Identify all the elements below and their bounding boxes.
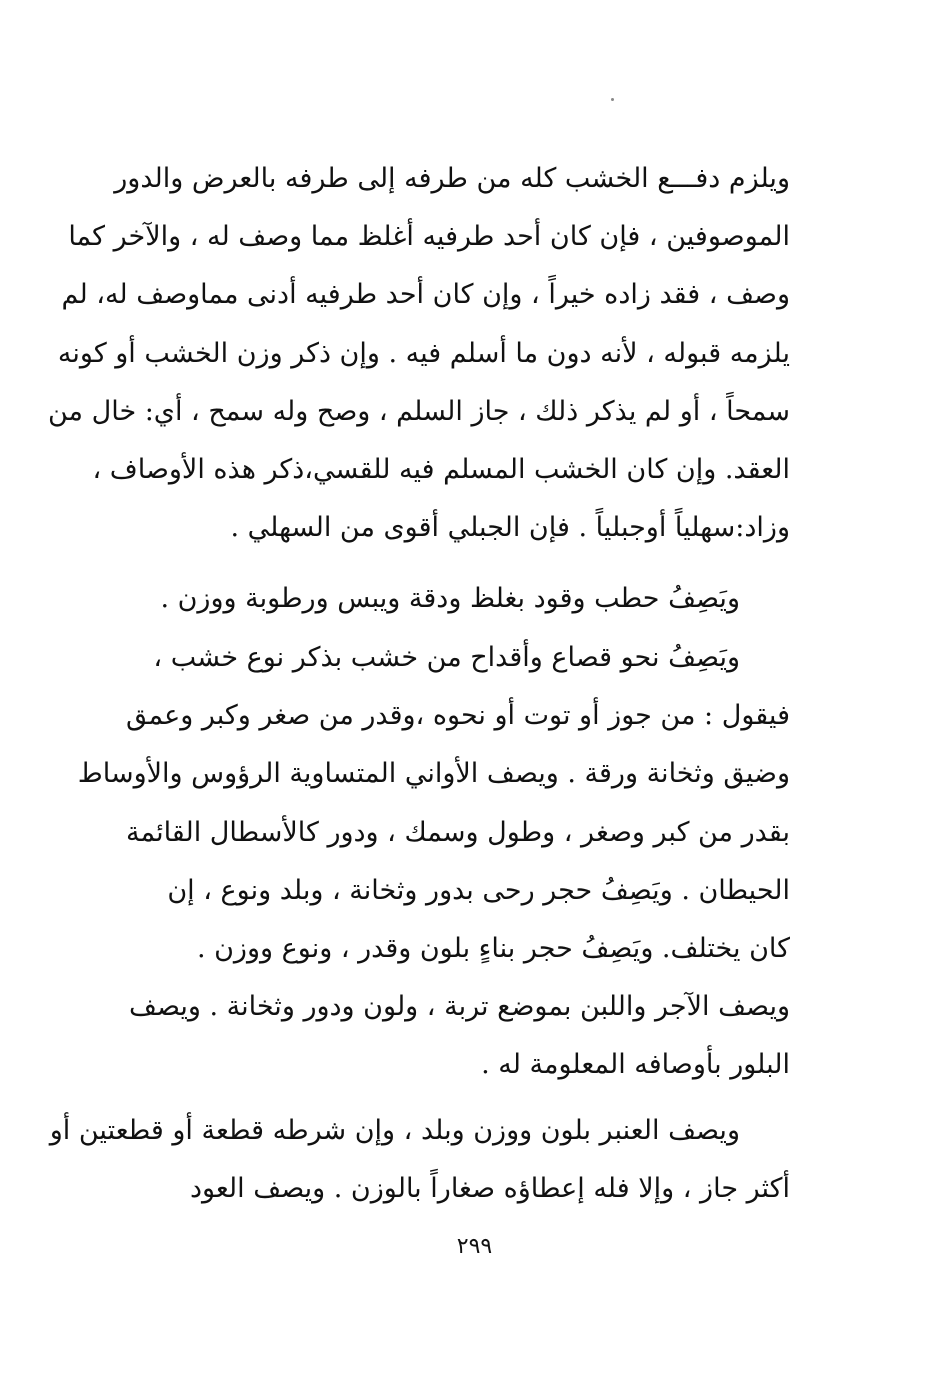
text-line: أكثر جاز ، وإلا فله إعطاؤه صغاراً بالوزن . ويصف العود	[189, 1173, 790, 1205]
text-line: الموصوفين ، فإن كان أحد طرفيه أغلظ مما وصف له ، والآخر كما	[68, 221, 790, 253]
text-line: وضيق وثخانة ورقة . ويصف الأواني المتساوية الرؤوس والأوساط	[77, 758, 790, 790]
text-line: سمحاً ، أو لم يذكر ذلك ، جاز السلم ، وصح وله سمح ، أي: خال من	[48, 395, 790, 427]
paragraph-vessels-stones	[77, 629, 790, 1095]
text-line: الحيطان . ويَصِفُ حجر رحى بدور وثخانة ، وبلد ونوع ، إن	[167, 874, 790, 906]
text-line: البلور بأوصافه المعلومة له .	[481, 1049, 790, 1081]
text-line: يلزمه قبوله ، لأنه دون ما أسلم فيه . وإن ذكر وزن الخشب أو كونه	[57, 337, 790, 369]
paragraph-wood-description	[48, 150, 790, 557]
page-number: ٢٩٩	[456, 1234, 493, 1259]
text-line: فيقول : من جوز أو توت أو نحوه ،وقدر من صغر وكبر وعمق	[125, 700, 790, 732]
text-line: العقد. وإن كان الخشب المسلم فيه للقسي،ذكر هذه الأوصاف ،	[92, 454, 790, 486]
paragraph-firewood	[140, 570, 790, 628]
paragraph-amber-oud	[49, 1102, 790, 1218]
text-line: ويصف الآجر واللبن بموضع تربة ، ولون ودور وثخانة . ويصف	[129, 991, 790, 1023]
scan-speck	[611, 98, 614, 101]
text-line: وصف ، فقد زاده خيراً ، وإن كان أحد طرفيه أدنى مماوصف له، لم	[61, 279, 790, 311]
text-line: بقدر من كبر وصغر ، وطول وسمك ، ودور كالأسطال القائمة	[125, 816, 790, 848]
text-line: ويصف العنبر بلون ووزن وبلد ، وإن شرطه قطعة أو قطعتين أو	[49, 1115, 740, 1146]
text-line: ويلزم دفـــع الخشب كله من طرفه إلى طرفه بالعرض والدور	[114, 163, 790, 194]
text-line: وزاد:سهلياً أوجبلياً . فإن الجبلي أقوى من السهلي .	[230, 512, 790, 544]
text-line: ويَصِفُ حطب وقود بغلظ ودقة ويبس ورطوبة ووزن .	[160, 583, 740, 614]
text-line: ويَصِفُ نحو قصاع وأقداح من خشب بذكر نوع خشب ،	[153, 642, 740, 673]
text-line: كان يختلف. ويَصِفُ حجر بناءٍ بلون وقدر ، ونوع ووزن .	[196, 933, 790, 965]
